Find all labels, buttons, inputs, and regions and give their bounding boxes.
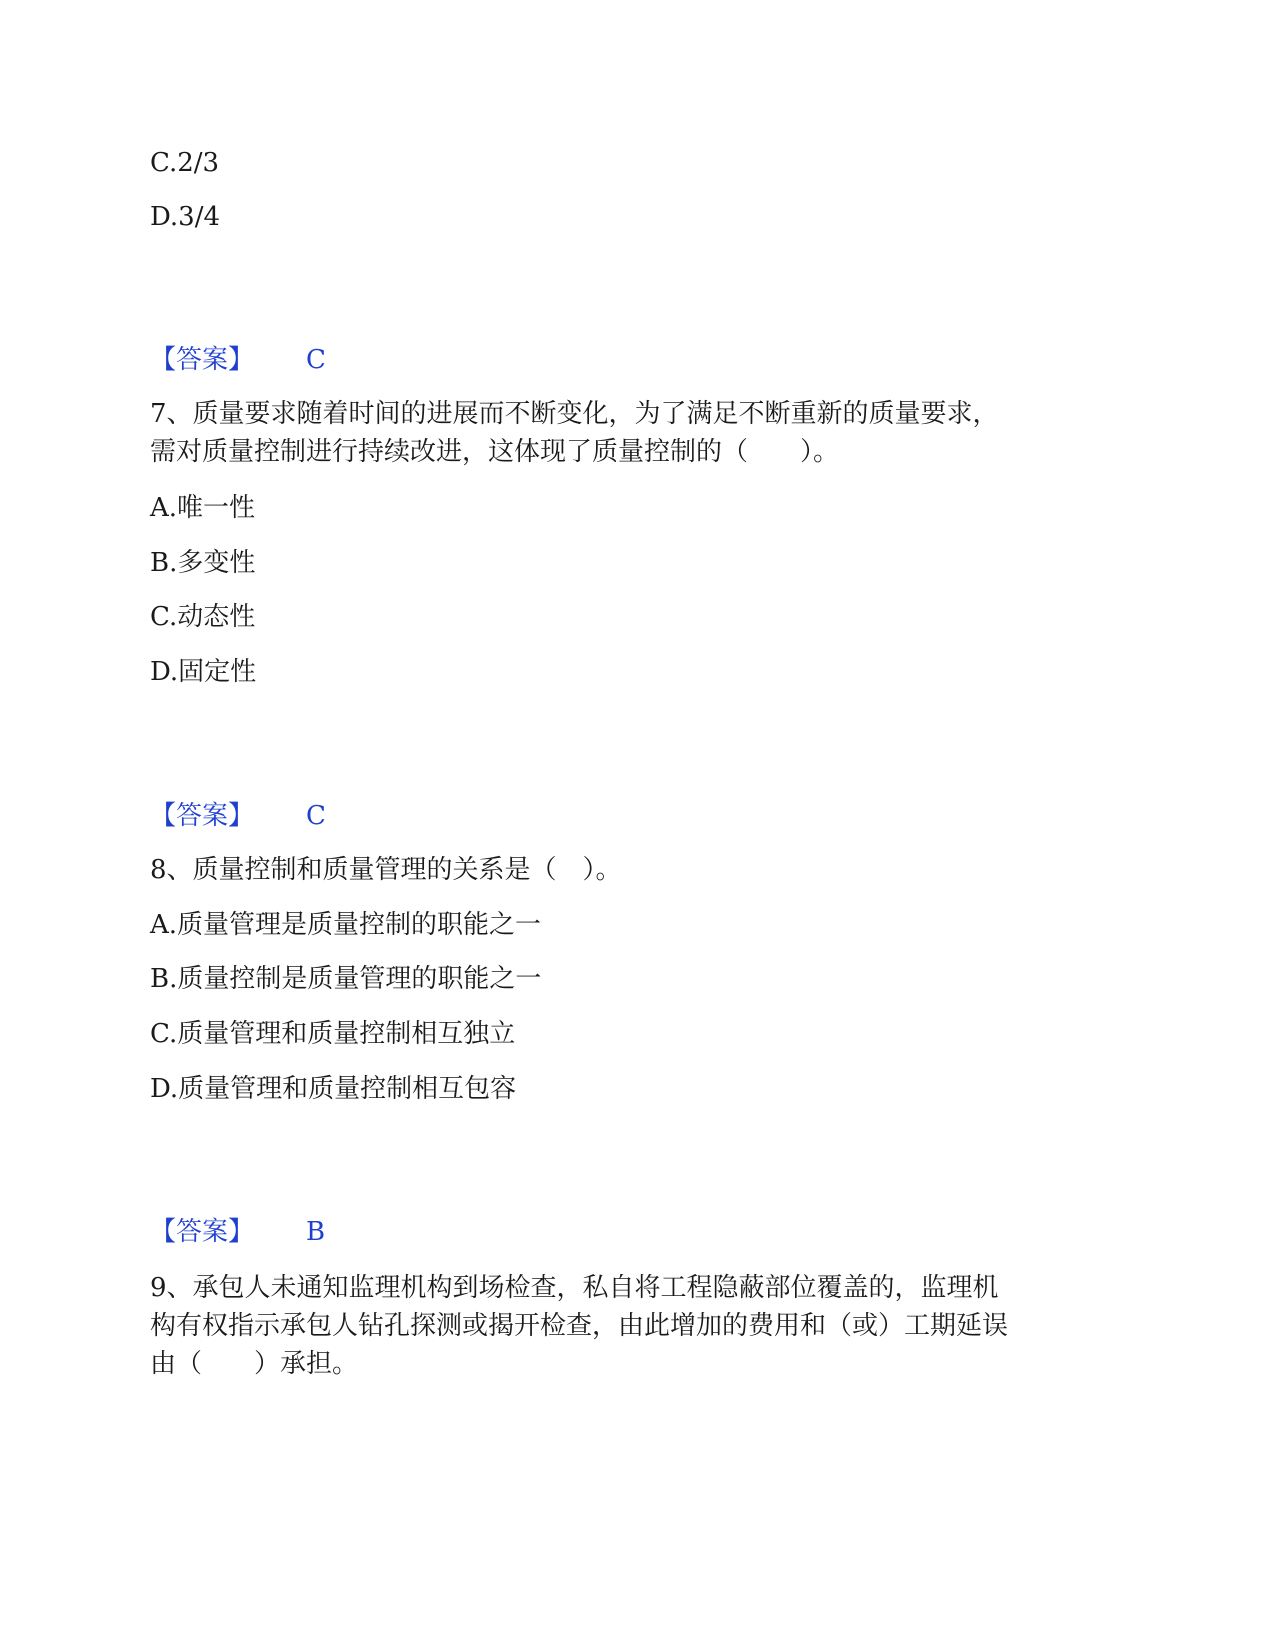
q8-option-a: A.质量管理是质量控制的职能之一 — [150, 910, 542, 940]
q7-stem-line-1: 7、质量要求随着时间的进展而不断变化，为了满足不断重新的质量要求， — [150, 399, 999, 429]
q6-option-d: D.3/4 — [150, 202, 221, 232]
answer-value: B — [306, 1217, 326, 1247]
answer-label: 【答案】 — [150, 801, 255, 831]
q7-option-b: B.多变性 — [150, 548, 256, 578]
q6-option-c: C.2/3 — [150, 148, 220, 178]
answer-block — [150, 1214, 325, 1250]
answer-value: C — [306, 801, 326, 831]
answer-label: 【答案】 — [150, 345, 255, 375]
q8-option-c: C.质量管理和质量控制相互独立 — [150, 1019, 516, 1049]
q7-option-c: C.动态性 — [150, 602, 256, 632]
q8-option-d: D.质量管理和质量控制相互包容 — [150, 1074, 517, 1104]
q7-option-a: A.唯一性 — [150, 493, 256, 523]
answer-block — [150, 342, 326, 378]
answer-value: C — [306, 345, 326, 375]
q7-stem-line-2: 需对质量控制进行持续改进，这体现了质量控制的（ ）。 — [150, 437, 840, 467]
q9-stem-line-3: 由（ ）承担。 — [150, 1349, 359, 1379]
answer-block — [150, 798, 326, 834]
answer-label: 【答案】 — [150, 1217, 255, 1247]
q9-stem-line-1: 9、承包人未通知监理机构到场检查，私自将工程隐蔽部位覆盖的，监理机 — [150, 1273, 999, 1303]
q8-stem-line-1: 8、质量控制和质量管理的关系是（ ）。 — [150, 855, 622, 885]
q9-stem-line-2: 构有权指示承包人钻孔探测或揭开检查，由此增加的费用和（或）工期延误 — [150, 1311, 1009, 1341]
q7-option-d: D.固定性 — [150, 657, 257, 687]
q8-option-b: B.质量控制是质量管理的职能之一 — [150, 964, 542, 994]
